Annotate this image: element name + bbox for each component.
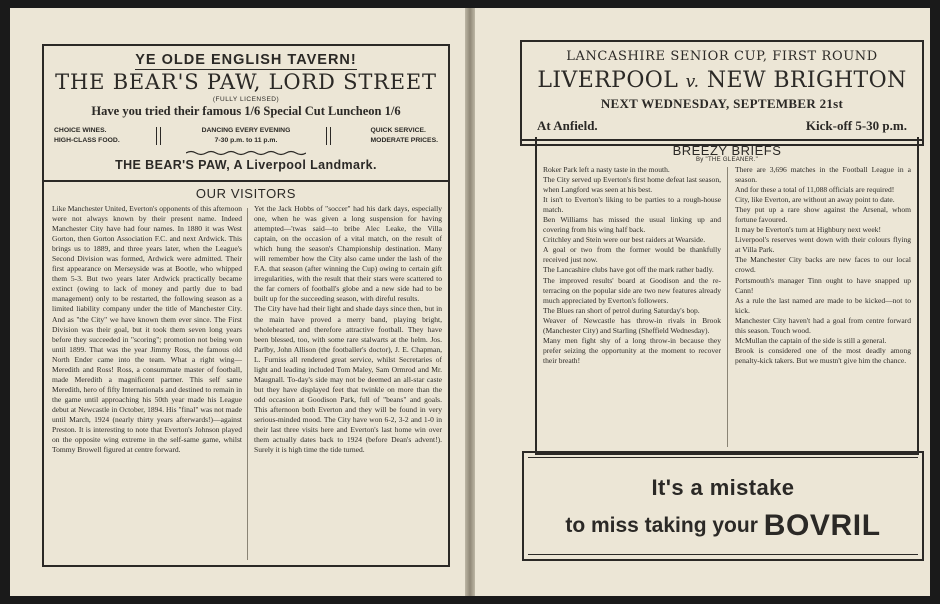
advert-bracket-icon	[326, 127, 331, 145]
wavy-divider-icon	[186, 150, 306, 156]
cup-venue: At Anfield.	[537, 118, 598, 133]
bovril-advert	[522, 451, 924, 561]
advert-rule	[528, 554, 918, 555]
briefs-title: BREEZY BRIEFS	[672, 143, 782, 158]
advert-features-left	[54, 126, 120, 146]
briefs-column-2: There are 3,696 matches in the Football League in a season. And for these a total of 11,088 officials are required! City, like Everton, are without an away point to date. They put up a rare show against the Arsenal, whom fortune favoured. It may be Everton's turn at Highbury next week! Liverpool's reserves went down with their colours flying at Villa Park. The Manchester City backs are new faces to our local crowd. Portsmouth's manager Tinn ought to have snapped up Cann! As a rule the last named are made to be kicked—not to kick. Manchester City haven't had a goal from centre forward this season. Touch wood. McMullan the captain of the side is still a general. Brook is considered one of the most deadly among penalty-kick takers. But we mustn't give him the chance.	[735, 165, 911, 365]
bovril-brand: BOVRIL	[763, 509, 881, 542]
advert-tavern-heading: YE OLDE ENGLISH TAVERN!	[135, 52, 357, 68]
advert-moderate-prices: MODERATE PRICES.	[370, 137, 438, 144]
column-divider	[247, 208, 248, 560]
right-page	[475, 8, 930, 596]
advert-bracket-icon	[156, 127, 161, 145]
briefs-column-1: Roker Park left a nasty taste in the mouth. The City served up Everton's first home defeat last season, when Langford was seen at his best. It isn't to Everton's liking to be parties to a rough-house match. Ben Williams has missed the usual linking up and covering from his wing half back. Critchley and Stein were our best raiders at Wearside. A goal or two from the former would be thankfully received just now. The Lancashire clubs have got off the mark rather badly. The improved results' board at Goodison and the re-terracing on the popular side are two new features already much appreciated by Everton's followers. The Blues ran short of petrol during Saturday's bop. Weaver of Newcastle has throw-in rivals in Brook (Manchester City) and Starling (Sheffield Wednesday). Many men fight shy of a long throw-in because they prefer seizing the opportunity at the moment to recover their breath!	[543, 165, 721, 365]
home-team: LIVERPOOL	[537, 68, 679, 93]
advert-dancing: DANCING EVERY EVENING	[201, 127, 291, 134]
versus: v.	[685, 72, 700, 92]
advert-high-class-food: HIGH-CLASS FOOD.	[54, 137, 120, 144]
article-column-2: Yet the Jack Hobbs of "soccer" had his dark days, especially one, when he was given a long suspension for having attempted—'twas said—to bribe Alec Leake, the Villa captain, on the occasion of a vital match, on the result of which hung the season's Championship destination. Many will remember how the City also came under the lash of the F.A. that season (after winning the Cup) owing to certain gift irregularities, with the result that their stars were scattered to the far corners of football's globe and a new side had to be built up for the succeeding season, with direful results. The City have had their light and shade days since then, but in the main have proved a merry band, playing bright, wholehearted and therefore attractive football. They have been blessed, too, with some rare stalwarts at the helm. Jos. Parlby, John Allison (the footballer's doctor), J. E. Chapman, L. Furniss all rendered great service, whilst Secretaries of light and leading included Tom Maley, Sam Ormrod and Mr. Maugnall. To-day's side may not be deemed an all-star caste but they have displayed feet that twinkle on more than the odd occasion at Goodison Park, full of "beans" and goals. This afternoon both Everton and they will be found in very serious-minded mood. The City have won 6-2, 3-2 and 1-0 in their last three visits here and Everton's last home win over them actually dates back to 1924 (before Dean's advent!). Surely it is high time the tide turned.	[254, 204, 442, 455]
page-gutter	[465, 8, 475, 596]
advert-licensed: (FULLY LICENSED)	[212, 96, 280, 103]
left-page	[10, 8, 465, 596]
advert-luncheon: Have you tried their famous 1/6 Special Cut Luncheon 1/6	[91, 104, 401, 118]
away-team: NEW BRIGHTON	[706, 68, 907, 93]
cup-fixture-notice	[520, 40, 924, 146]
advert-features-right	[371, 126, 438, 146]
cup-date: NEXT WEDNESDAY, SEPTEMBER 21st	[600, 96, 844, 111]
advert-features-middle	[186, 126, 306, 146]
bovril-line-2-prefix: to miss taking your	[565, 514, 758, 537]
advert-dancing-time: 7-30 p.m. to 11 p.m.	[214, 137, 278, 144]
our-visitors-article	[42, 180, 450, 567]
advert-features-row	[54, 126, 438, 148]
advert-choice-wines: CHOICE WINES.	[54, 127, 107, 134]
cup-kickoff: Kick-off 5-30 p.m.	[805, 118, 907, 133]
briefs-byline: By "THE GLEANER."	[695, 157, 759, 163]
advert-bears-paw-title: THE BEAR'S PAW, LORD STREET	[55, 70, 437, 94]
bears-paw-advert	[42, 44, 450, 182]
cup-title: LANCASHIRE SENIOR CUP, FIRST ROUND	[566, 49, 878, 64]
bovril-line-1: It's a mistake	[651, 475, 795, 500]
article-title: OUR VISITORS	[195, 186, 297, 201]
advert-quick-service: QUICK SERVICE.	[370, 127, 426, 134]
column-divider	[727, 167, 728, 447]
advert-landmark: THE BEAR'S PAW, A Liverpool Landmark.	[115, 158, 377, 172]
cup-match	[522, 68, 922, 93]
advert-rule	[528, 457, 918, 458]
bovril-line-2	[524, 509, 922, 543]
breezy-briefs-column	[535, 137, 919, 455]
article-column-1: Like Manchester United, Everton's opponents of this afternoon were not always known by their present name. Indeed Manchester City have had four names. In 1880 it was West Gorton, then Gorton Association F.C. and next Ardwick. This brings us to 1889, and three years later, when the League's Second Division was formed, Ardwick were admitted. Their first appearance on Merseyside was at Bootle, who whipped them 5-3. But two years later Ardwick practically became extinct (owing to lack of money and partly due to bad management) only to be restarted, the following season as a limited liability company under the title of Manchester City. And as "the City" we have known them ever since. The First Division was their goal, but it took them seven long years before they succeeded in "scoring"; promotion not being won until 1899. That was the year Jimmy Ross, the famous old North Ender came into the team. What a right wing—Meredith and Ross! Ross, a consummate master of football, made Meredith a magnificent partner. This self same Meredith, hero of fifty Internationals and destined to remain in the game until approaching his 50th year made his League debut at Newcastle in October, 1894. His "final" was not made until March, 1924 (nearly thirty years afterwards!)—against Preston. It is interesting to note that Everton's Johnson played on the opposite wing extreme in the self-same game, whilst Tommy Browell figured at centre forward.	[52, 204, 242, 455]
